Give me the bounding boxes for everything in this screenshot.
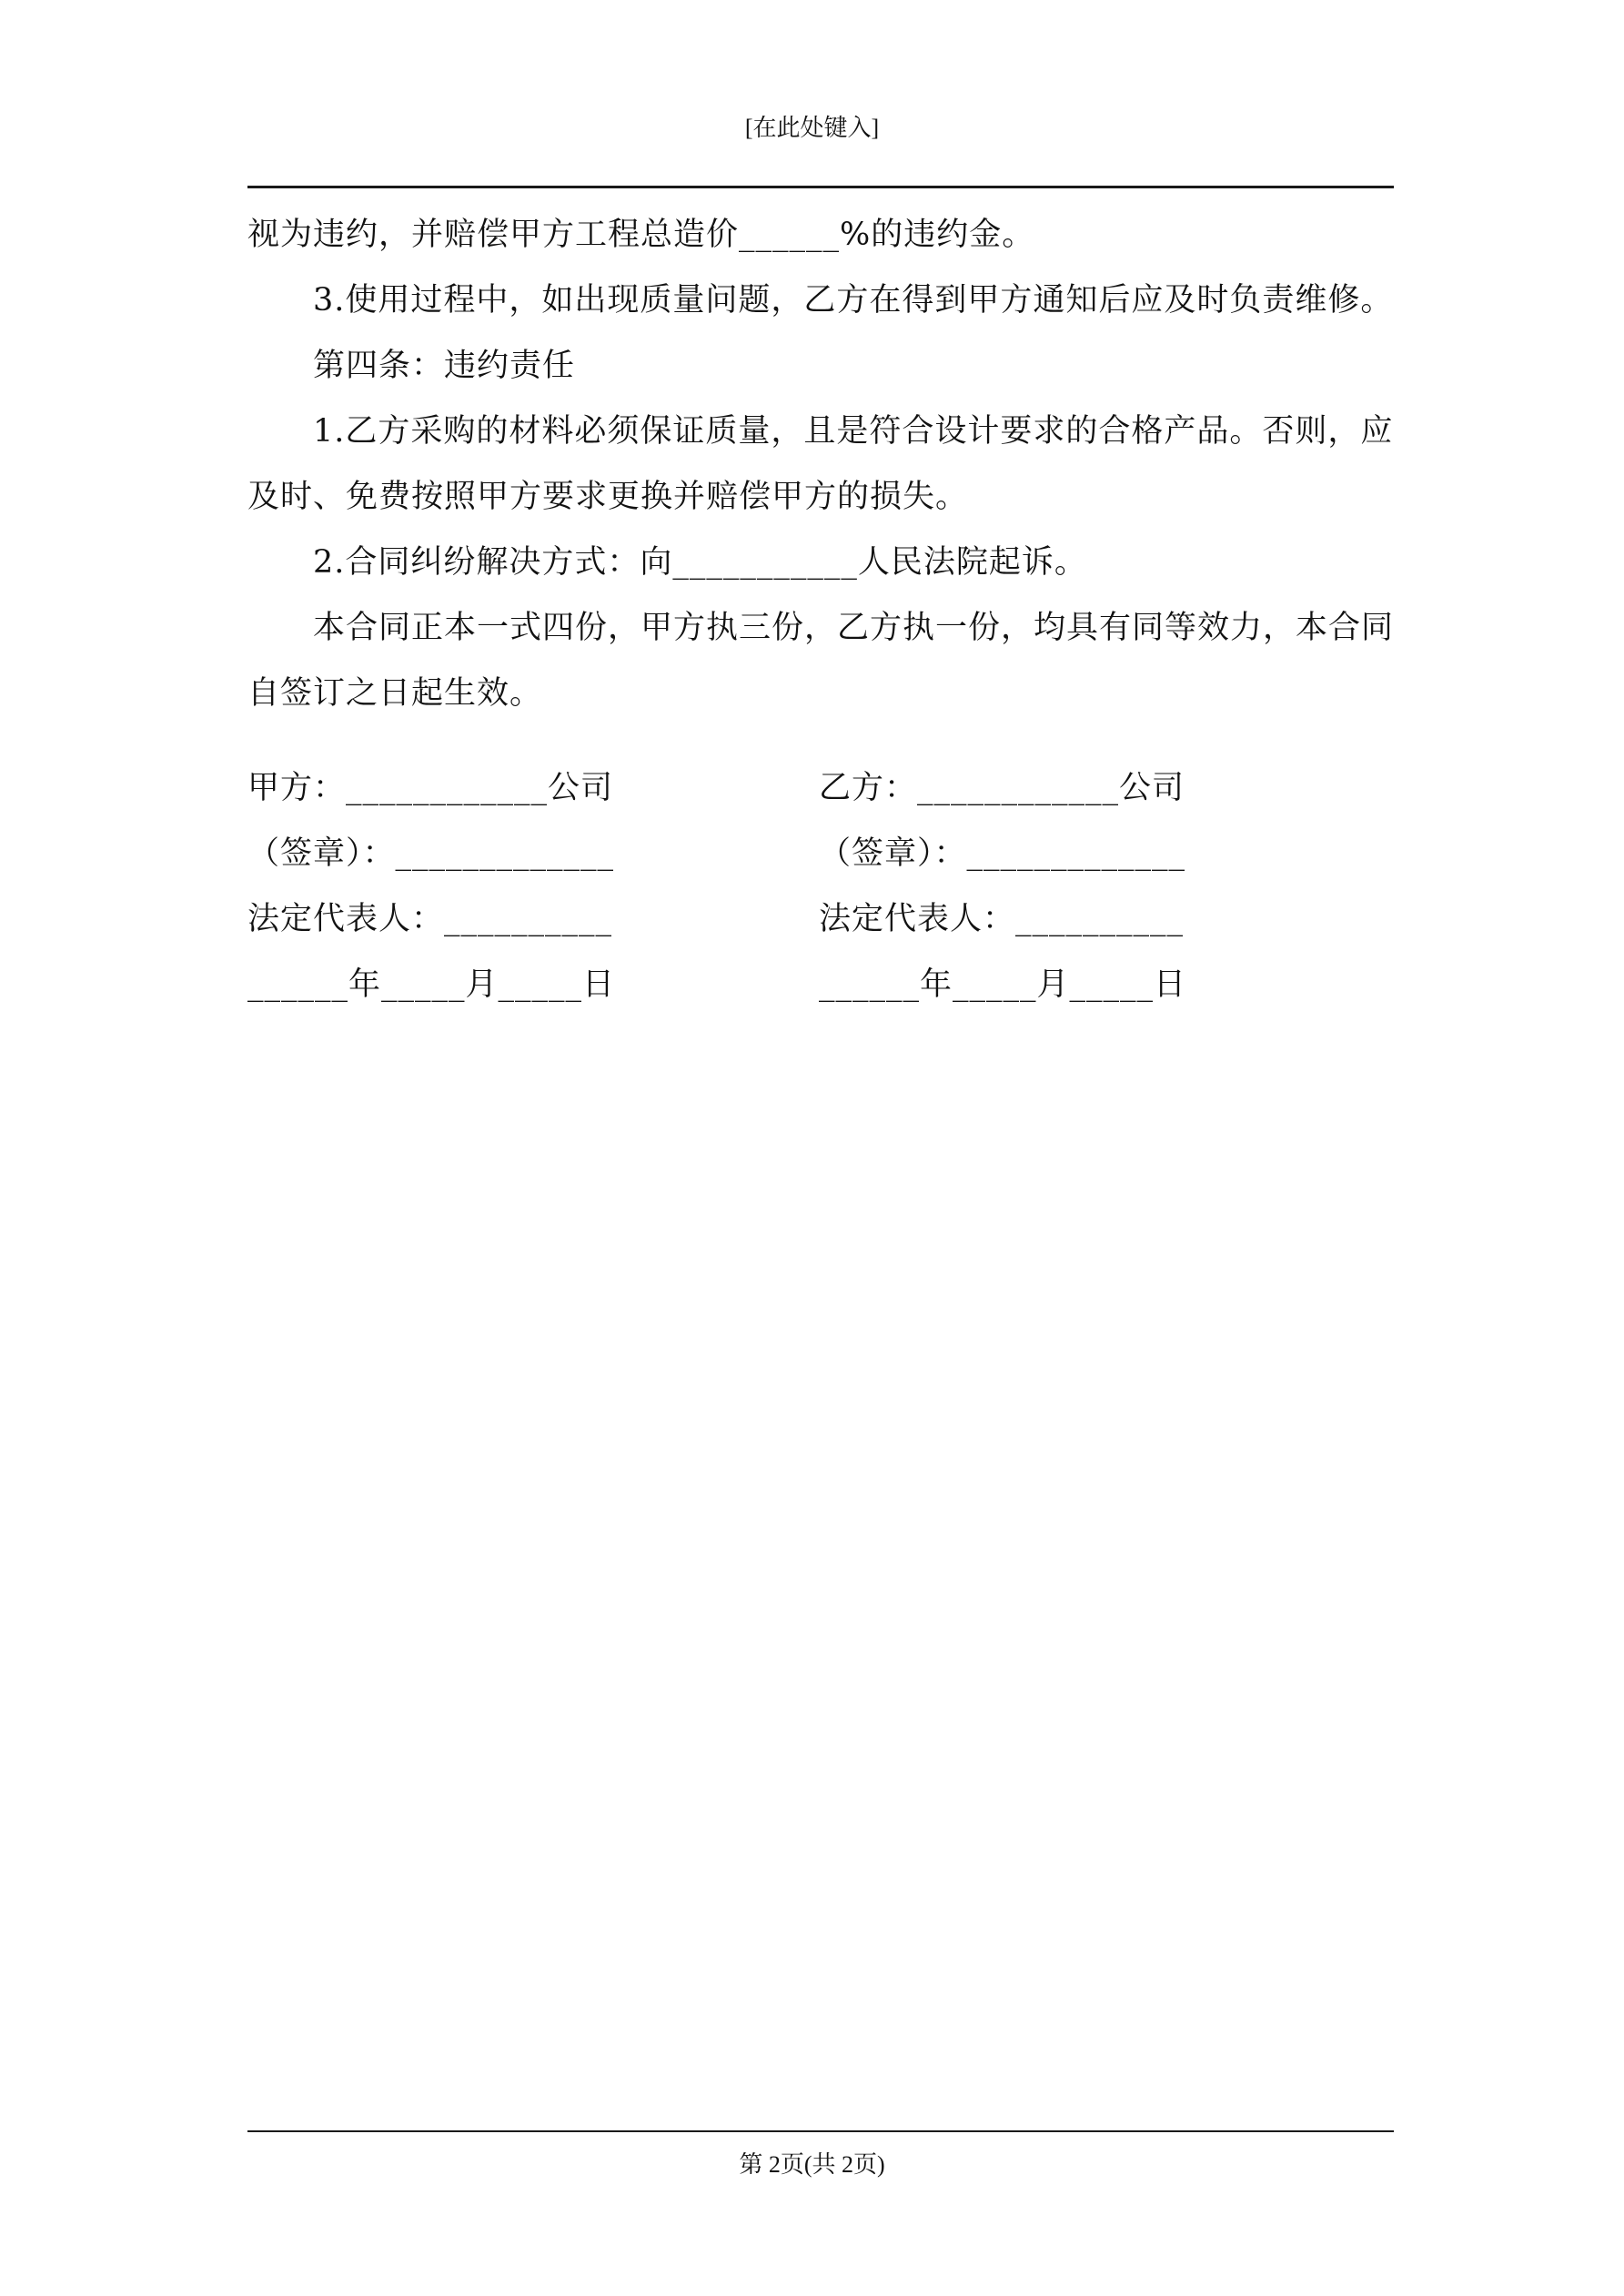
article-four-heading: 第四条：违约责任 [313, 348, 576, 384]
party-b-company: 乙方：____________公司 [819, 770, 1185, 806]
party-b-legal-rep: 法定代表人：__________ [819, 901, 1185, 937]
party-b-seal: （签章）：_____________ [819, 835, 1186, 872]
body-line-copies: 本合同正本一式四份，甲方执三份，乙方执一份，均具有同等效力，本合同 [313, 610, 1395, 646]
party-a-date: ______年_____月_____日 [247, 966, 616, 1003]
header-divider [247, 186, 1394, 188]
body-line-material-quality-cont: 及时、免费按照甲方要求更换并赔偿甲方的损失。 [247, 479, 969, 515]
body-line-dispute: 2.合同纠纷解决方式：向___________人民法院起诉。 [313, 544, 1087, 581]
footer-divider [247, 2130, 1394, 2132]
party-a-seal: （签章）：_____________ [247, 835, 615, 872]
body-line-effective: 自签订之日起生效。 [247, 675, 543, 712]
body-line-material-quality: 1.乙方采购的材料必须保证质量，且是符合设计要求的合格产品。否则，应 [313, 413, 1394, 450]
party-a-signature [247, 755, 615, 1017]
contract-body [247, 202, 1394, 726]
party-a-company: 甲方：____________公司 [247, 770, 614, 806]
party-b-signature [819, 755, 1186, 1017]
body-line-maintenance: 3.使用过程中，如出现质量问题，乙方在得到甲方通知后应及时负责维修。 [313, 282, 1394, 319]
party-b-date: ______年_____月_____日 [819, 966, 1187, 1003]
page-footer: 第 2页(共 2页) [739, 2151, 885, 2178]
page-header: [在此处键入] [744, 115, 880, 141]
party-a-legal-rep: 法定代表人：__________ [247, 901, 613, 937]
body-line-penalty: 视为违约，并赔偿甲方工程总造价______%的违约金。 [247, 217, 1035, 253]
